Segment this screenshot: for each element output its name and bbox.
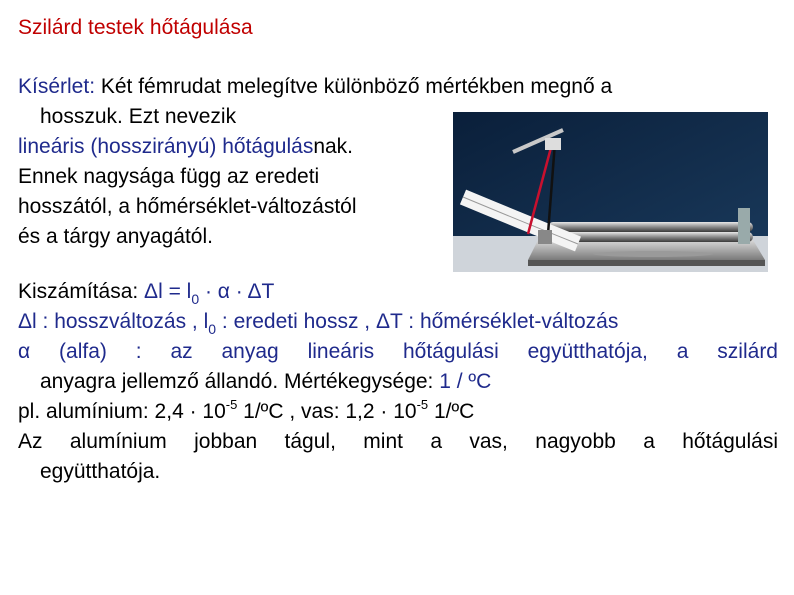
formula-part-b: · α · ΔT [199,280,275,303]
alpha-unit: 1 / ºC [439,370,492,393]
conclusion-line-2 [18,457,778,487]
definitions-part-b: : eredeti hossz , ΔT : hőmérséklet-változás [216,310,619,333]
experiment-continuation [18,132,448,252]
example-part-b: 1/ºC , vas: 1,2 · 10 [237,400,417,423]
formula-part-a: Δl = l [144,280,192,303]
example-part-a: pl. alumínium: 2,4 · 10 [18,400,226,423]
alpha-line-2 [18,367,778,397]
alpha-line-1-text: α (alfa) : az anyag lineáris hőtágulási együtthatója, a szilárd [18,340,778,363]
thermal-expansion-apparatus-image [453,112,768,272]
conclusion-line-1-text: Az alumínium jobban tágul, mint a vas, nagyobb a hőtágulási [18,430,778,453]
linear-expansion-term: lineáris (hosszirányú) hőtágulás [18,135,314,158]
definitions-subscript: 0 [208,321,217,337]
experiment-line-6: és a tárgy anyagától. [18,225,213,248]
slide-title: Szilárd testek hőtágulása [18,16,253,39]
experiment-line-4: Ennek nagysága függ az eredeti [18,165,320,188]
formula-subscript: 0 [191,291,200,307]
formula-label: Kiszámítása: [18,280,145,303]
conclusion-line-2-text: együtthatója. [40,460,161,483]
experiment-label: Kísérlet: [18,75,96,98]
example-line [18,397,778,427]
experiment-line-2: hosszuk. Ezt nevezik [40,105,237,128]
experiment-line-5: hosszától, a hőmérséklet-változástól [18,195,357,218]
experiment-line-1: Két fémrudat melegítve különböző mértékben megnő a [95,75,613,98]
formula-line [18,277,778,307]
linear-expansion-suffix: nak. [313,135,354,158]
definitions-line [18,307,778,337]
conclusion-line-1 [18,427,778,457]
alpha-line-1 [18,337,778,367]
example-part-c: 1/ºC [428,400,475,423]
calculation-paragraph [18,277,778,487]
example-exponent-2: -5 [416,397,429,412]
definitions-part-a: Δl : hosszváltozás , l [18,310,209,333]
example-exponent-1: -5 [225,397,238,412]
alpha-line-2-text: anyagra jellemző állandó. Mértékegysége: [40,370,440,393]
